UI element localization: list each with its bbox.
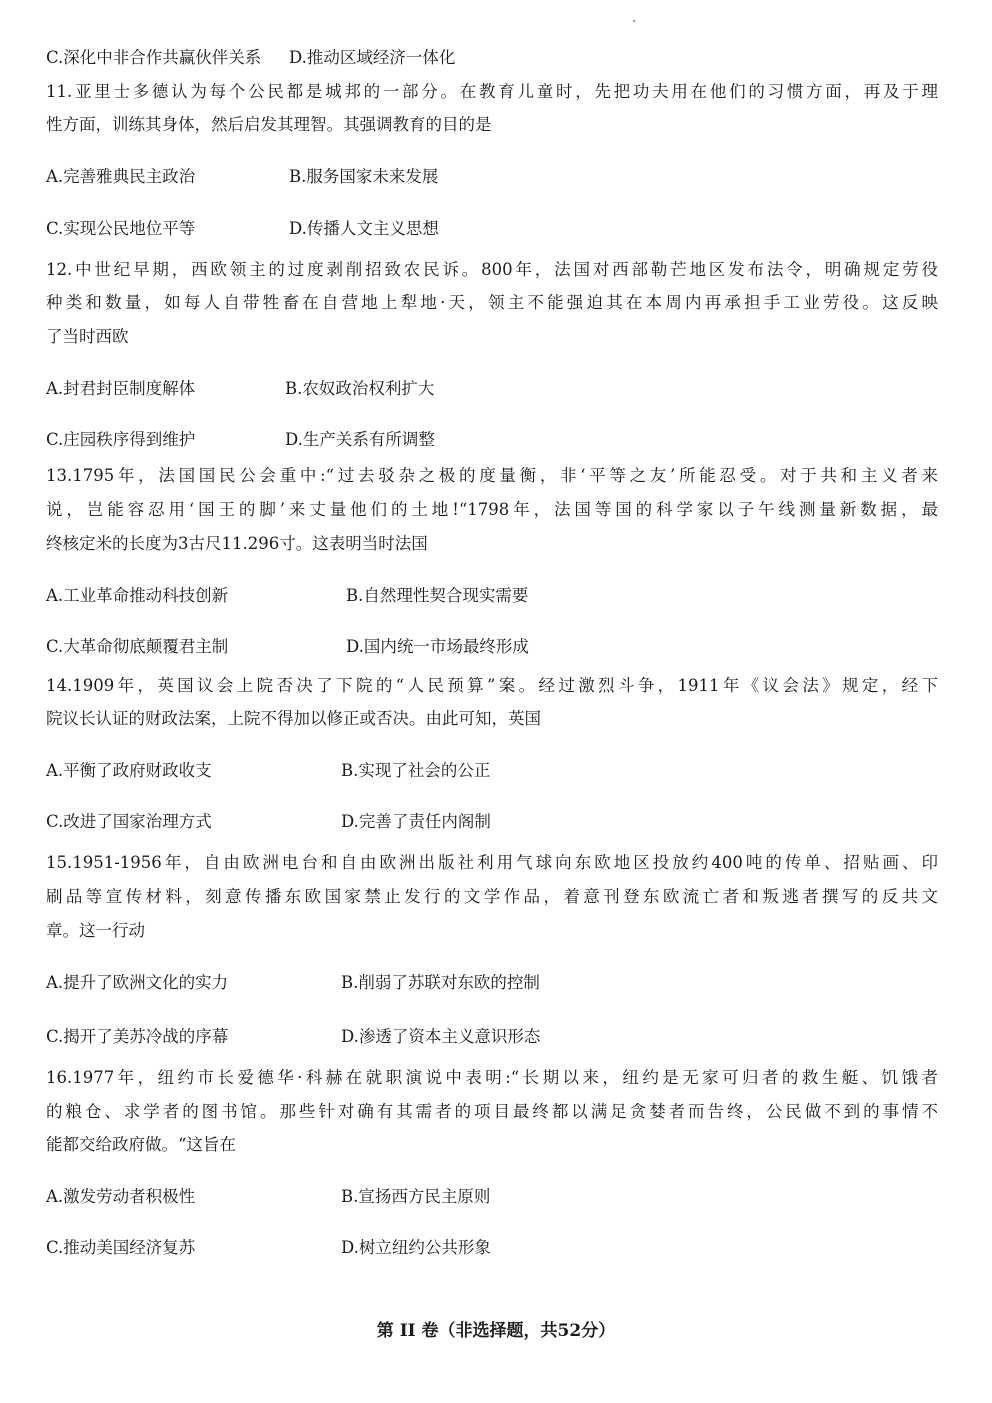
option-c: C.推动美国经济复苏 xyxy=(46,1238,196,1257)
option-a: A.完善雅典民主政治 xyxy=(46,167,196,186)
question-stem-line: 14.1909年，英国议会上院否决了下院的“人民预算”案。经过激烈斗争，1911年《议会法》规定，经下 xyxy=(46,676,938,695)
option-d: D.生产关系有所调整 xyxy=(285,430,435,449)
option-c: C.改进了国家治理方式 xyxy=(46,812,212,831)
question-stem-line: 终核定米的长度为3古尺11.296寸。这表明当时法国 xyxy=(46,534,428,553)
option-d: D.完善了责任内阁制 xyxy=(341,812,491,831)
option-b: B.农奴政治权利扩大 xyxy=(285,379,435,398)
option-a: A.激发劳动者积极性 xyxy=(46,1187,196,1206)
question-stem-line: 13.1795年，法国国民公会重中:“过去驳杂之极的度量衡，非‘平等之友’所能忍受。对于共和主义者来 xyxy=(46,466,938,485)
prev-option-d: D.推动区域经济一体化 xyxy=(289,48,456,67)
question-stem-line: 说，岂能容忍用‘国王的脚’来丈量他们的土地!“1798年，法国等国的科学家以子午线测量新数据，最 xyxy=(46,500,938,519)
question-stem-line: 11.亚里士多德认为每个公民都是城邦的一部分。在教育儿童时，先把功夫用在他们的习惯方面，再及于理 xyxy=(46,82,938,101)
option-d: D.渗透了资本主义意识形态 xyxy=(341,1027,541,1046)
question-stem-line: 了当时西欧 xyxy=(46,327,129,346)
scan-speck xyxy=(633,20,635,22)
question-stem-line: 15.1951-1956年，自由欧洲电台和自由欧洲出版社利用气球向东欧地区投放约400吨的传单、招贴画、印 xyxy=(46,853,938,872)
option-b: B.削弱了苏联对东欧的控制 xyxy=(341,973,540,992)
question-stem-line: 的粮仓、求学者的图书馆。那些针对确有其需者的项目最终都以满足贪婪者而告终，公民做不到的事情不 xyxy=(46,1102,938,1121)
section-title: 第 II 卷（非选择题，共52分） xyxy=(376,1321,616,1341)
option-b: B.实现了社会的公正 xyxy=(341,761,491,780)
option-d: D.国内统一市场最终形成 xyxy=(346,637,529,656)
option-b: B.服务国家未来发展 xyxy=(289,167,439,186)
question-stem-line: 性方面，训练其身体，然后启发其理智。其强调教育的目的是 xyxy=(46,115,492,134)
option-a: A.封君封臣制度解体 xyxy=(46,379,196,398)
option-b: B.宣扬西方民主原则 xyxy=(341,1187,491,1206)
question-stem-line: 16.1977年，纽约市长爱德华·科赫在就职演说中表明:“长期以来，纽约是无家可归者的救生艇、饥饿者 xyxy=(46,1068,938,1087)
option-d: D.传播人文主义思想 xyxy=(289,219,439,238)
question-stem-line: 能都交给政府做。“这旨在 xyxy=(46,1135,236,1154)
question-stem-line: 种类和数量，如每人自带牲畜在自营地上犁地·天，领主不能强迫其在本周内再承担手工业劳役。这反映 xyxy=(46,293,938,312)
question-stem-line: 刷品等宣传材料，刻意传播东欧国家禁止发行的文学作品，着意刊登东欧流亡者和叛逃者撰写的反共文 xyxy=(46,887,938,906)
option-c: C.大革命彻底颠覆君主制 xyxy=(46,637,229,656)
option-a: A.提升了欧洲文化的实力 xyxy=(46,973,229,992)
option-b: B.自然理性契合现实需要 xyxy=(346,586,529,605)
option-a: A.平衡了政府财政收支 xyxy=(46,761,212,780)
question-stem-line: 院议长认证的财政法案，上院不得加以修正或否决。由此可知，英国 xyxy=(46,709,541,728)
question-stem-line: 章。这一行动 xyxy=(46,921,145,940)
question-stem-line: 12.中世纪早期，西欧领主的过度剥削招致农民诉。800年，法国对西部勒芒地区发布法令，明确规定劳役 xyxy=(46,260,938,279)
option-d: D.树立纽约公共形象 xyxy=(341,1238,491,1257)
option-c: C.实现公民地位平等 xyxy=(46,219,196,238)
option-a: A.工业革命推动科技创新 xyxy=(46,586,229,605)
option-c: C.揭开了美苏冷战的序幕 xyxy=(46,1027,229,1046)
prev-option-c: C.深化中非合作共赢伙伴关系 xyxy=(46,48,262,67)
option-c: C.庄园秩序得到维护 xyxy=(46,430,196,449)
